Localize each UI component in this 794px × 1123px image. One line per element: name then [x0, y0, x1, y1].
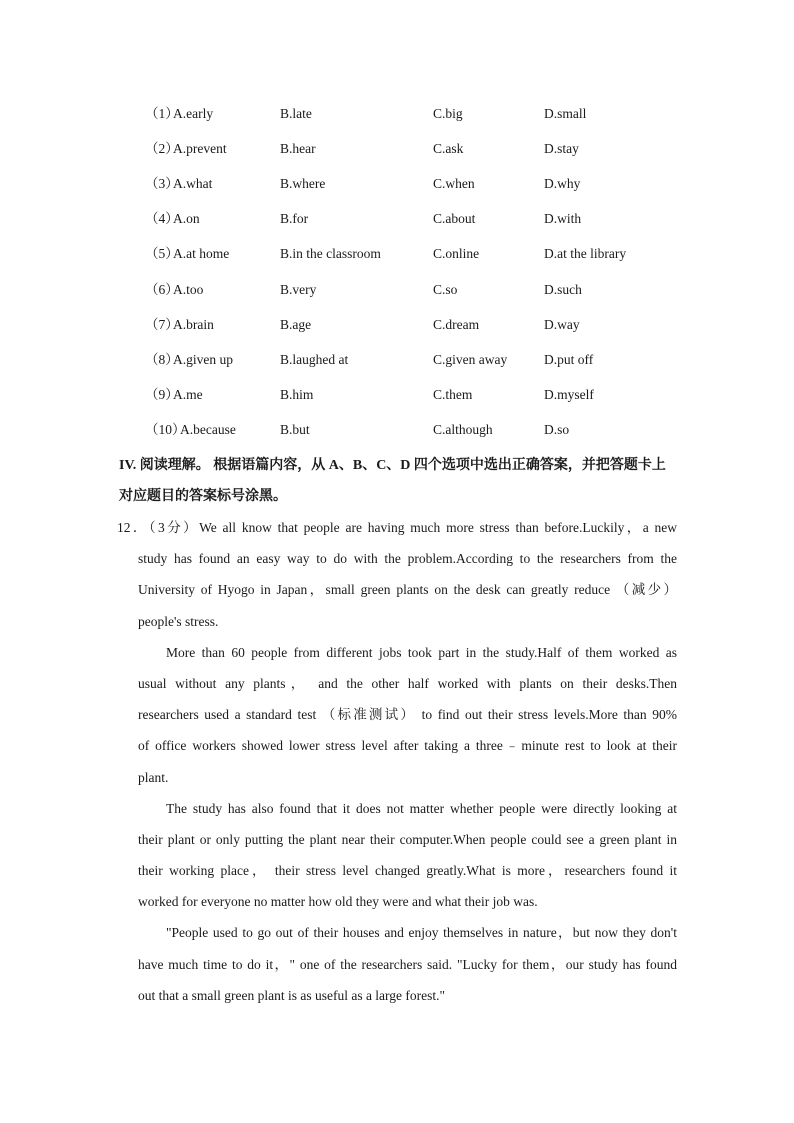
question-number: （6）	[145, 282, 179, 297]
option-c: C.although	[433, 422, 493, 437]
question-number: （7）	[145, 317, 179, 332]
passage-line: their working place， their stress level changed greatly.What is more，researchers found it	[138, 863, 677, 879]
question-number: （3）	[145, 176, 179, 191]
option-a: A.given up	[173, 352, 233, 367]
option-c: C.so	[433, 282, 458, 297]
option-row	[0, 315, 794, 335]
option-b: B.in the classroom	[280, 246, 381, 261]
option-d: D.put off	[544, 352, 594, 367]
section-heading	[119, 450, 679, 512]
option-d: D.so	[544, 422, 570, 437]
passage-line: usual without any plants， and the other half worked with plants on their desks.Then	[138, 675, 677, 691]
option-c: C.them	[433, 387, 473, 402]
question-number: （10）	[145, 422, 186, 437]
option-c: C.ask	[433, 141, 464, 156]
option-a: A.me	[173, 387, 203, 402]
option-a: A.because	[180, 422, 236, 437]
passage-line: worked for everyone no matter how old they were and what their job was.	[138, 894, 538, 910]
option-row	[0, 280, 794, 300]
option-b: B.him	[280, 387, 314, 402]
passage-line: University of Hyogo in Japan，small green plants on the desk can greatly reduce （减少）	[138, 582, 677, 598]
option-b: B.but	[280, 422, 310, 437]
passage-line: plant.	[138, 769, 169, 785]
passage-line: 12．（3分）We all know that people are having much more stress than before.Luckily，a new	[117, 520, 677, 535]
option-row	[0, 104, 794, 124]
option-d: D.at the library	[544, 246, 627, 261]
option-a: A.what	[173, 176, 213, 191]
question-number: （4）	[145, 211, 179, 226]
section-heading-line: IV. 阅读理解。 根据语篇内容，从 A、B、C、D 四个选项中选出正确答案，并把答题卡上	[119, 458, 666, 473]
section-heading-line: 对应题目的答案标号涂黑。	[119, 489, 287, 504]
passage-line: The study has also found that it does not matter whether people were directly looking at	[166, 800, 677, 816]
question-number: （5）	[145, 246, 179, 261]
passage-line: of office workers showed lower stress level after taking a three﹣minute rest to look at their	[138, 738, 677, 754]
option-c: C.when	[433, 176, 475, 191]
passage-line: researchers used a standard test （标准测试） to find out their stress levels.More than 90%	[138, 707, 677, 723]
option-b: B.age	[280, 317, 312, 332]
option-row	[0, 209, 794, 229]
passage-line: their plant or only putting the plant near their computer.When people could see a green plant in	[138, 831, 677, 847]
question-number: （1）	[145, 106, 179, 121]
option-d: D.stay	[544, 141, 579, 156]
option-c: C.dream	[433, 317, 480, 332]
option-c: C.big	[433, 106, 463, 121]
option-a: A.early	[173, 106, 214, 121]
question-number: （9）	[145, 387, 179, 402]
passage-line: "People used to go out of their houses and enjoy themselves in nature，but now they don't	[166, 925, 677, 941]
option-a: A.on	[173, 211, 200, 226]
option-b: B.where	[280, 176, 326, 191]
option-b: B.for	[280, 211, 309, 226]
reading-passage	[117, 512, 677, 1011]
option-row	[0, 244, 794, 264]
option-d: D.myself	[544, 387, 594, 402]
option-b: B.laughed at	[280, 352, 349, 367]
option-row	[0, 174, 794, 194]
option-a: A.brain	[173, 317, 214, 332]
question-number: （8）	[145, 352, 179, 367]
option-a: A.at home	[173, 246, 230, 261]
question-number: （2）	[145, 141, 179, 156]
option-a: A.too	[173, 282, 204, 297]
option-d: D.such	[544, 282, 582, 297]
option-d: D.way	[544, 317, 580, 332]
option-b: B.hear	[280, 141, 316, 156]
passage-line: More than 60 people from different jobs took part in the study.Half of them worked as	[166, 644, 677, 660]
option-a: A.prevent	[173, 141, 227, 156]
option-row	[0, 139, 794, 159]
option-row	[0, 385, 794, 405]
option-b: B.very	[280, 282, 317, 297]
option-c: C.about	[433, 211, 476, 226]
option-row	[0, 350, 794, 370]
passage-line: have much time to do it，" one of the researchers said. "Lucky for them，our study has found	[138, 956, 677, 972]
option-b: B.late	[280, 106, 312, 121]
passage-line: out that a small green plant is as useful as a large forest."	[138, 987, 446, 1003]
option-d: D.small	[544, 106, 587, 121]
option-d: D.with	[544, 211, 582, 226]
passage-line: study has found an easy way to do with the problem.According to the researchers from the	[138, 551, 677, 567]
option-row	[0, 420, 794, 440]
passage-line: people's stress.	[138, 613, 219, 629]
option-c: C.online	[433, 246, 480, 261]
option-d: D.why	[544, 176, 581, 191]
option-c: C.given away	[433, 352, 508, 367]
